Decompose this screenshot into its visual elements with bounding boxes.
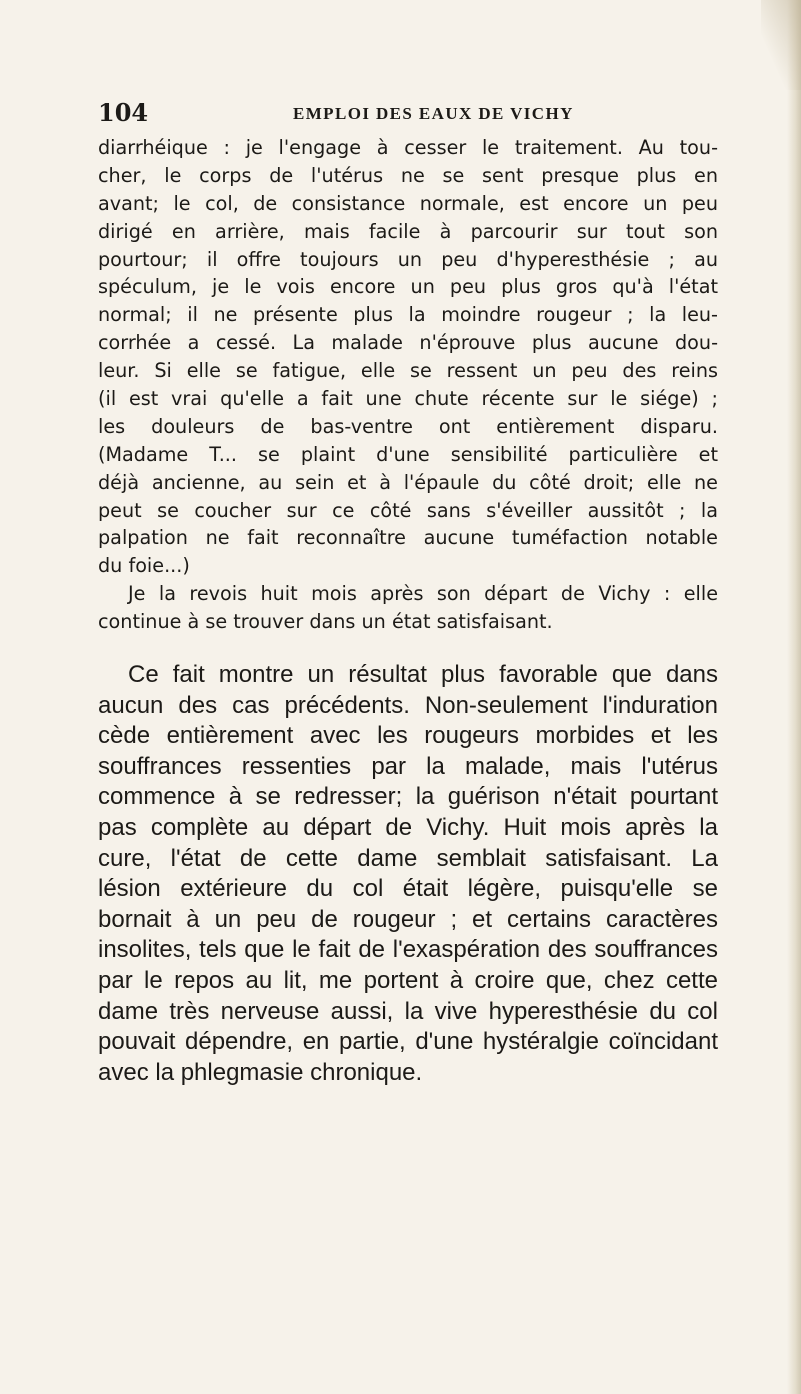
running-title: EMPLOI DES EAUX DE VICHY <box>293 104 574 123</box>
text-line: peut se coucher sur ce côté sans s'éveiller aussitôt ; la <box>98 498 718 522</box>
text-line: cure, l'état de cette dame semblait satisfaisant. La <box>98 844 718 872</box>
text-line: lésion extérieure du col était légère, puisqu'elle se <box>98 875 718 903</box>
text-line: dame très nerveuse aussi, la vive hyperesthésie du col <box>98 997 718 1025</box>
text-line: cède entièrement avec les rougeurs morbides et les <box>98 722 718 750</box>
text-line: bornait à un peu de rougeur ; et certains caractères <box>98 905 718 933</box>
text-line: avant; le col, de consistance normale, est encore un peu <box>98 191 718 215</box>
text-line: palpation ne fait reconnaître aucune tuméfaction notable <box>98 526 718 550</box>
text-line: du foie...) <box>98 554 190 578</box>
text-line: aucun des cas précédents. Non-seulement l'induration <box>98 691 718 719</box>
text-line: insolites, tels que le fait de l'exaspération des souffrances <box>98 936 718 964</box>
text-line: (Madame T... se plaint d'une sensibilité particulière et <box>98 442 718 466</box>
text-line: par le repos au lit, me portent à croire que, chez cette <box>98 966 718 994</box>
text-line: pouvait dépendre, en partie, d'une hystéralgie coïncidant <box>98 1028 718 1056</box>
text-line: Je la revois huit mois après son départ de Vichy : elle <box>128 582 718 606</box>
page-header <box>98 100 718 126</box>
text-line: (il est vrai qu'elle a fait une chute récente sur le siége) ; <box>98 387 718 411</box>
text-line: leur. Si elle se fatigue, elle se ressent un peu des reins <box>98 359 718 383</box>
paragraph-case-notes <box>98 134 718 580</box>
text-line: corrhée a cessé. La malade n'éprouve plus aucune dou- <box>98 331 718 355</box>
text-line: continue à se trouver dans un état satisfaisant. <box>98 610 553 634</box>
text-line: diarrhéique : je l'engage à cesser le traitement. Au tou- <box>98 136 718 159</box>
text-line: souffrances ressenties par la malade, mais l'utérus <box>98 752 718 780</box>
body-text <box>98 134 718 1088</box>
text-line: normal; il ne présente plus la moindre rougeur ; la leu- <box>98 303 718 327</box>
text-line: dirigé en arrière, mais facile à parcourir sur tout son <box>98 219 718 243</box>
text-line: pas complète au départ de Vichy. Huit mois après la <box>98 814 718 841</box>
text-line: commence à se redresser; la guérison n'était pourtant <box>98 783 718 811</box>
text-line: pourtour; il offre toujours un peu d'hyperesthésie ; au <box>98 247 718 271</box>
text-line: cher, le corps de l'utérus ne se sent presque plus en <box>98 163 718 187</box>
paragraph-commentary <box>98 660 718 1088</box>
page-edge-shadow <box>787 0 801 1394</box>
text-line: avec la phlegmasie chronique. <box>98 1058 423 1086</box>
text-line: spéculum, je le vois encore un peu plus gros qu'à l'état <box>98 275 718 299</box>
text-line: Ce fait montre un résultat plus favorable que dans <box>128 661 718 689</box>
page-number: 104 <box>98 98 149 127</box>
text-line: déjà ancienne, au sein et à l'épaule du côté droit; elle ne <box>98 470 718 494</box>
text-line: les douleurs de bas-ventre ont entièrement disparu. <box>98 414 718 438</box>
paragraph-follow-up <box>98 580 718 636</box>
page-corner-shadow <box>761 0 801 90</box>
